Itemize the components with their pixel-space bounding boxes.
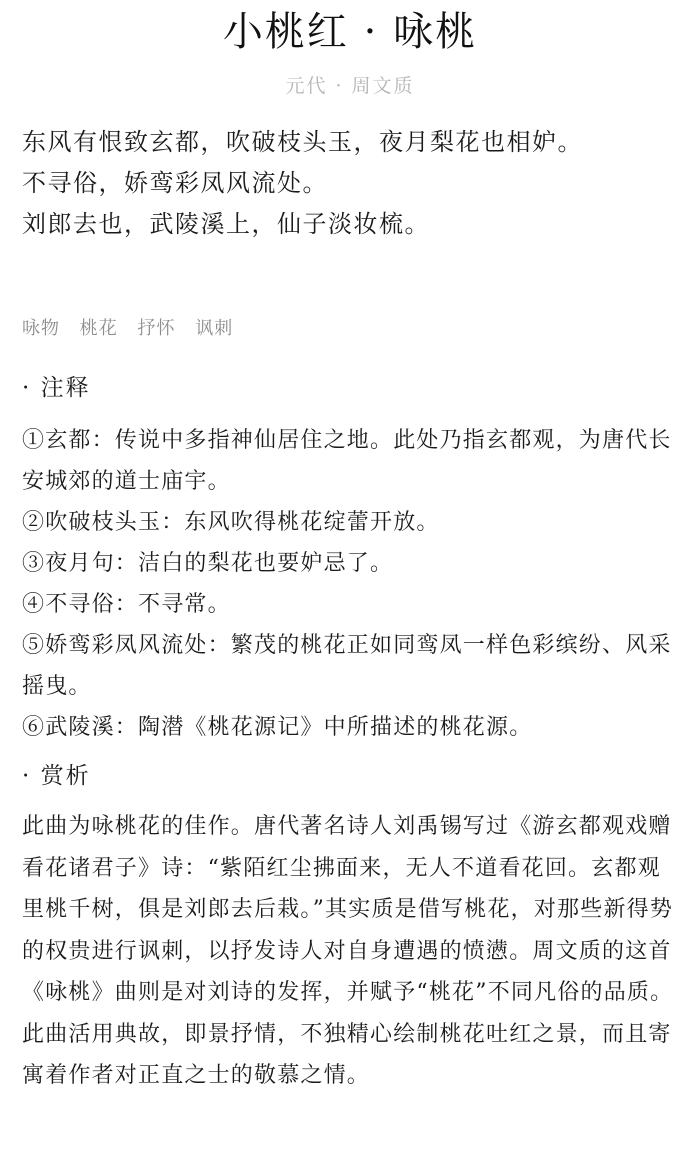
poem-line: 东风有恨致玄都，吹破枝头玉，夜月梨花也相妒。 — [22, 128, 583, 156]
tag-list — [22, 314, 247, 344]
poem-line: 不寻俗，娇鸾彩凤风流处。 — [22, 169, 328, 197]
author-line: 元代 · 周文质 — [285, 75, 415, 97]
analysis-text: 此曲为咏桃花的佳作。唐代著名诗人刘禹锡写过《游玄都观戏赠看花诸君子》诗：“紫陌红尘拂面来，无人不道看花回。玄都观里桃千树，俱是刘郎去后栽。”其实质是借写桃花，对那些新得势的权贵进行讽刺，以抒发诗人对自身遭遇的愤懑。周文质的这首《咏桃》曲则是对刘诗的发挥，并赋予“桃花”不同凡俗的品质。此曲活用典故，即景抒情，不独精心绘制桃花吐红之景，而且寄寓着作者对正直之士的敬慕之情。 — [22, 814, 674, 1088]
note-item: ⑤娇鸾彩凤风流处：繁茂的桃花正如同鸾凤一样色彩缤纷、风采摇曳。 — [22, 633, 672, 699]
note-item: ⑥武陵溪：陶潜《桃花源记》中所描述的桃花源。 — [22, 715, 533, 740]
notes-heading: · 注释 — [22, 375, 91, 401]
note-item: ②吹破枝头玉：东风吹得桃花绽蕾开放。 — [22, 510, 440, 535]
tag-link[interactable]: 咏物 — [22, 318, 60, 339]
tag-link[interactable]: 桃花 — [79, 318, 118, 339]
poem-line: 刘郎去也，武陵溪上，仙子淡妆梳。 — [22, 210, 430, 238]
note-item: ①玄都：传说中多指神仙居住之地。此处乃指玄都观，为唐代长安城郊的道士庙宇。 — [22, 428, 672, 494]
page-title: 小桃红 · 咏桃 — [222, 9, 478, 55]
tag-link[interactable]: 抒怀 — [137, 318, 176, 339]
note-item: ③夜月句：洁白的梨花也要妒忌了。 — [22, 551, 394, 576]
notes-list — [22, 420, 676, 748]
note-item: ④不寻俗：不寻常。 — [22, 592, 231, 617]
tag-link[interactable]: 讽刺 — [195, 318, 234, 339]
analysis-heading: · 赏析 — [22, 763, 91, 789]
poem-body — [22, 122, 672, 245]
